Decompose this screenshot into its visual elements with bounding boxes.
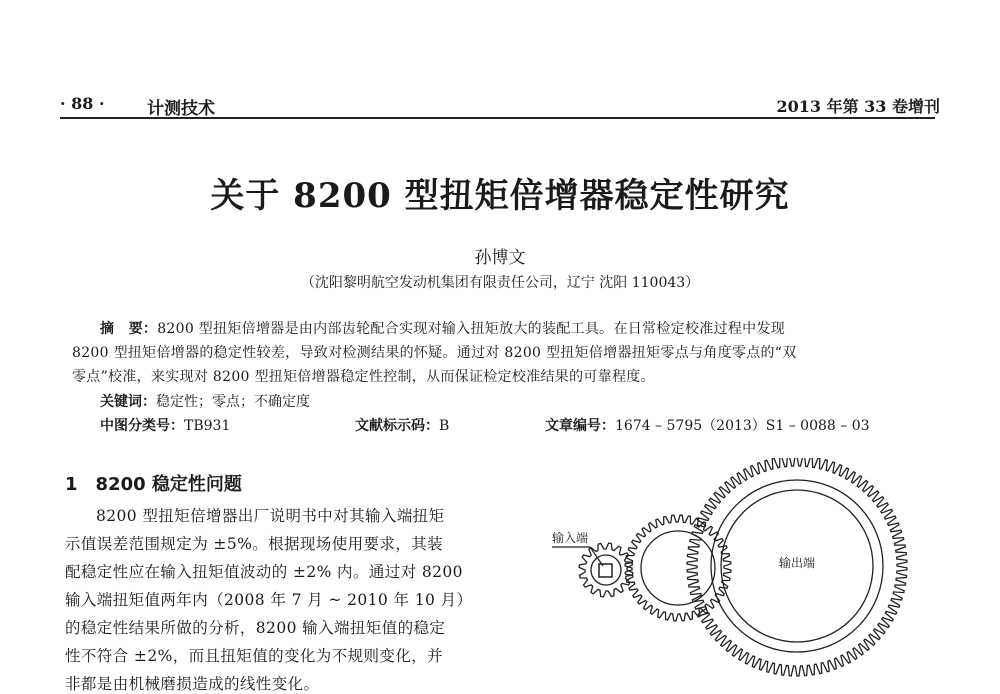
doc-label: 文献标示码： (355, 418, 439, 434)
body-line: 8200 型扭矩倍增器出厂说明书中对其输入端扭矩 (96, 507, 445, 525)
abstract-line (100, 318, 785, 338)
abstract-label: 摘 要： (100, 321, 158, 337)
issue-info: 2013 年第 33 卷增刊 (776, 97, 940, 116)
body-line: 非都是由机械磨损造成的线性变化。 (65, 675, 320, 693)
keywords-text: 稳定性；零点；不确定度 (156, 394, 310, 410)
abstract-line: 零点”校准，来实现对 8200 型扭矩倍增器稳定性控制，从而保证检定校准结果的可靠程度。 (72, 369, 655, 385)
class-label: 中图分类号： (100, 418, 184, 434)
gear-ring (641, 531, 715, 605)
gear-teeth (579, 543, 633, 597)
section-heading: 1 8200 稳定性问题 (65, 474, 242, 495)
input-gear (579, 543, 633, 597)
article-value: 1674 – 5795（2013）S1 – 0088 – 03 (615, 418, 870, 434)
document-code (355, 415, 449, 435)
article-label: 文章编号： (545, 418, 615, 434)
gear-ring (591, 555, 621, 585)
output-label: 输出端 (778, 556, 816, 570)
page-number: · 88 · (60, 94, 105, 113)
header-rule (60, 117, 935, 119)
body-line: 性不符合 ±2%，而且扭矩值的变化为不规则变化，并 (65, 647, 444, 665)
author: 孙博文 (474, 248, 526, 268)
body-line: 输入端扭矩值两年内（2008 年 7 月 ~ 2010 年 10 月） (65, 591, 473, 609)
abstract-text: 8200 型扭矩倍增器是由内部齿轮配合实现对输入扭矩放大的装配工具。在日常检定校准过程中发现 (157, 321, 786, 337)
doc-value: B (439, 418, 450, 434)
gear-diagram (540, 458, 970, 682)
affiliation: （沈阳黎明航空发动机集团有限责任公司，辽宁 沈阳 110043） (300, 275, 700, 291)
article-title: 关于 8200 型扭矩倍增器稳定性研究 (210, 176, 790, 216)
body-line: 示值误差范围规定为 ±5%。根据现场使用要求，其装 (65, 535, 444, 553)
class-value: TB931 (184, 418, 231, 434)
body-line: 的稳定性结果所做的分析，8200 输入端扭矩值的稳定 (65, 619, 446, 637)
keywords-label: 关键词： (100, 394, 156, 410)
keywords (100, 391, 310, 411)
article-number (545, 415, 870, 435)
classification-number (100, 415, 230, 435)
journal-name: 计测技术 (147, 99, 215, 119)
intermediate-gear (625, 515, 731, 621)
input-label: 输入端 (552, 531, 589, 545)
input-shaft-square (599, 564, 612, 577)
body-line: 配稳定性应在输入扭矩值波动的 ±2% 内。通过对 8200 (65, 563, 463, 581)
abstract-line: 8200 型扭矩倍增器的稳定性较差，导致对检测结果的怀疑。通过对 8200 型扭矩倍增器扭矩零点与角度零点的“双 (72, 345, 797, 361)
